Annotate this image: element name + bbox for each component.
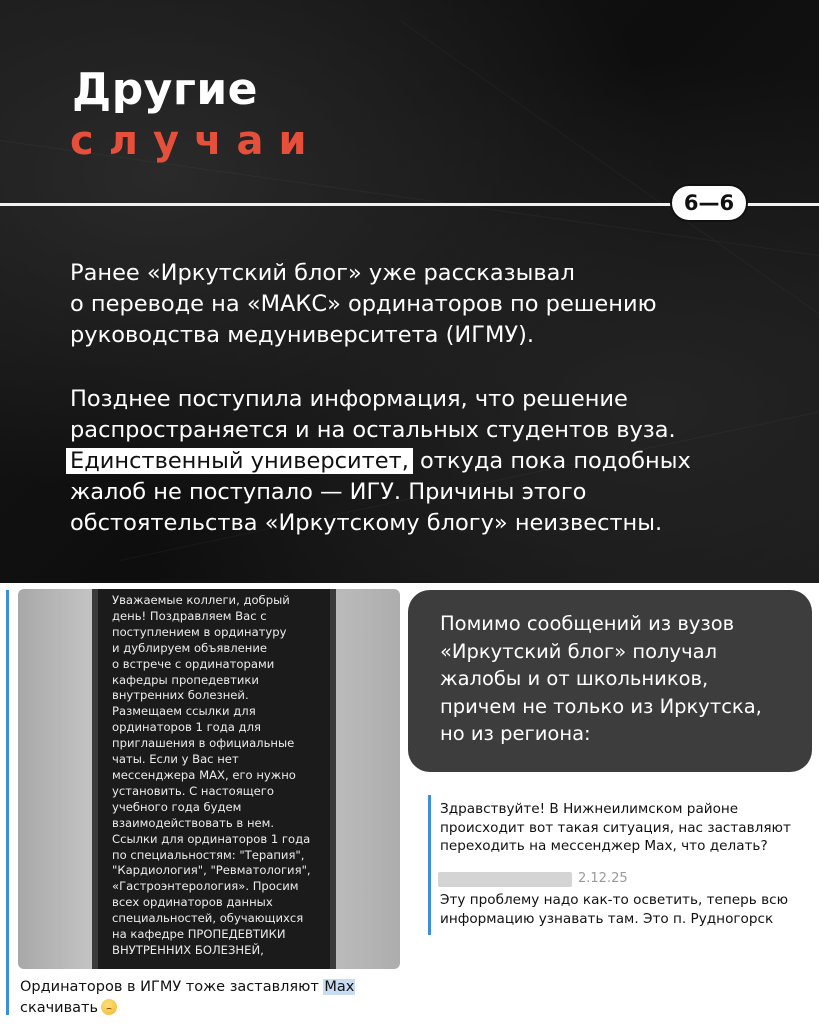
crying-face-icon xyxy=(101,999,117,1015)
message-reply xyxy=(440,891,815,928)
info-line: жалобы и от школьников, xyxy=(440,667,709,690)
phone-line: учебного года будем xyxy=(112,799,242,814)
phone-line: всех ординаторов данных xyxy=(112,895,273,910)
info-card xyxy=(408,590,812,772)
paragraph-line: Позднее поступила информация, что решение xyxy=(70,386,628,412)
post-screenshot-image[interactable] xyxy=(18,589,400,969)
paragraph-line: Ранее «Иркутский блог» уже рассказывал xyxy=(70,260,575,286)
phone-screen xyxy=(92,589,336,969)
slide-paragraph-2 xyxy=(70,384,770,539)
phone-line: приглашения в официальные xyxy=(112,736,295,751)
slide-title-line2: случаи xyxy=(70,118,322,164)
message-line: Здравствуйте! В Нижнеилимском районе xyxy=(440,801,739,817)
info-card-text xyxy=(440,610,800,748)
paragraph-line xyxy=(70,446,770,477)
message-meta xyxy=(438,870,738,890)
phone-line: установить. С настоящего xyxy=(112,783,274,798)
phone-line: специальностей, обучающихся xyxy=(112,911,304,926)
phone-line: на кафедре ПРОПЕДЕВТИКИ xyxy=(112,927,286,942)
phone-line: по специальностям: "Терапия", xyxy=(112,847,305,862)
phone-line: и дублируем объявление xyxy=(112,640,268,655)
highlighted-phrase: Единственный университет, xyxy=(66,448,413,474)
slide-title-line1: Другие xyxy=(72,64,259,115)
phone-line: ВНУТРЕННИХ БОЛЕЗНЕЙ, xyxy=(112,942,264,957)
phone-line: внутренних болезней. xyxy=(112,688,249,703)
phone-line: ординаторов 1 года для xyxy=(112,720,261,735)
phone-line: кафедры пропедевтики xyxy=(112,672,259,687)
reply-line: Эту проблему надо как-то осветить, теперь всю xyxy=(440,892,789,908)
message-line: происходит вот такая ситуация, нас заставляют xyxy=(440,819,791,836)
caption-highlight: Max xyxy=(324,979,355,995)
message-line: переходить на мессенджер Max, что делать? xyxy=(440,838,768,854)
phone-line: взаимодействовать в нем. xyxy=(112,815,275,830)
post-quote-bar xyxy=(6,590,9,1015)
phone-line: день! Поздравляем Вас с xyxy=(112,608,267,623)
paragraph-line: распространяется и на остальных студентов вуза. xyxy=(70,417,676,443)
paragraph-line-rest: откуда пока подобных xyxy=(412,448,691,474)
phone-line: Размещаем ссылки для xyxy=(112,704,256,719)
phone-line: мессенджера MAX, его нужно xyxy=(112,767,296,782)
info-line: Помимо сообщений из вузов xyxy=(440,612,735,635)
phone-line: поступлением в ординатуру xyxy=(112,624,287,639)
paragraph-line: о переводе на «МАКС» ординаторов по решению xyxy=(70,291,657,317)
info-line: «Иркутский блог» получал xyxy=(440,639,718,663)
phone-line: чаты. Если у Вас нет xyxy=(112,752,239,767)
phone-line: о встрече с ординаторами xyxy=(112,656,275,671)
slide-paragraph-1 xyxy=(70,258,770,351)
phone-line: «Гастроэнтерология». Просим xyxy=(112,879,299,894)
info-line: причем не только из Иркутска, xyxy=(440,694,762,718)
caption-text-2: скачивать xyxy=(20,1000,99,1016)
phone-message-text xyxy=(112,593,334,959)
paragraph-line: жалоб не поступало — ИГУ. Причины этого xyxy=(70,479,587,505)
page-indicator: 6—6 xyxy=(670,184,748,222)
paragraph-line: руководства медуниверситета (ИГМУ). xyxy=(70,322,534,348)
message-body xyxy=(440,800,815,856)
reply-line: информацию узнавать там. Это п. Рудногорск xyxy=(440,910,774,927)
paragraph-line: обстоятельства «Иркутскому блогу» неизвестны. xyxy=(70,510,663,536)
phone-line: Уважаемые коллеги, добрый xyxy=(112,593,290,607)
message-date: 2.12.25 xyxy=(578,871,628,886)
message-quote-bar xyxy=(428,795,431,935)
phone-line: "Кардиология", "Ревматология", xyxy=(112,863,311,878)
phone-line: Ссылки для ординаторов 1 года xyxy=(112,831,311,846)
post-caption xyxy=(20,977,380,1019)
caption-text: Ординаторов в ИГМУ тоже заставляют xyxy=(20,979,324,995)
blurred-sender xyxy=(438,872,572,887)
info-line: но из региона: xyxy=(440,722,591,745)
